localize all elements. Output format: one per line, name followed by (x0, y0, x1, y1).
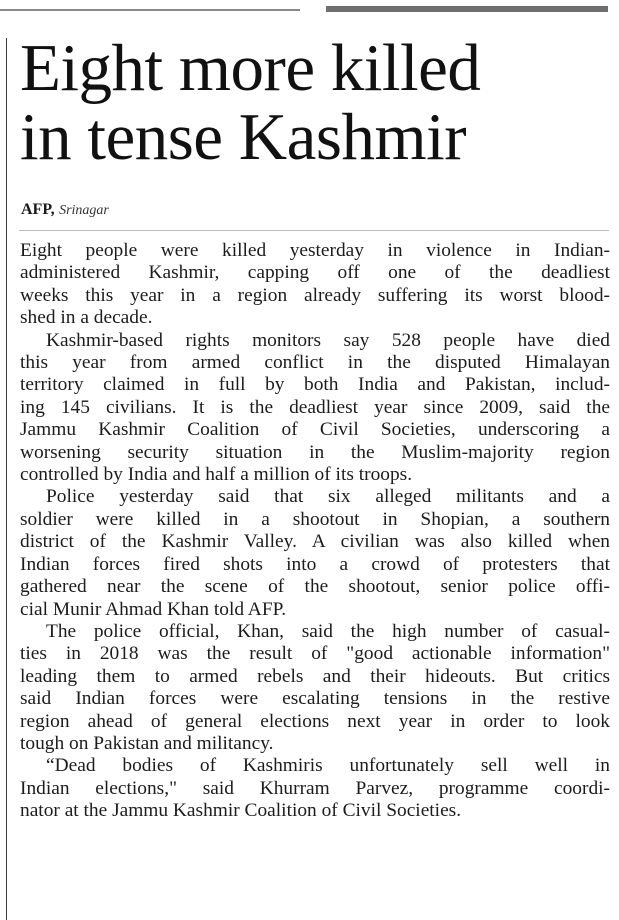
paragraph-line: administered Kashmir, capping off one of the deadliest (20, 262, 610, 284)
article-paragraph (20, 621, 610, 755)
paragraph-line: Indian elections," said Khurram Parvez, programme coordi- (20, 777, 610, 799)
paragraph-line: nator at the Jammu Kashmir Coalition of Civil Societies. (20, 800, 462, 822)
paragraph-line: Jammu Kashmir Coalition of Civil Societies, underscoring a (20, 419, 610, 441)
paragraph-line: territory claimed in full by both India and Pakistan, includ- (20, 374, 610, 396)
article-paragraph (20, 330, 610, 487)
headline-line: Eight more killed (20, 31, 481, 105)
paragraph-line: soldier were killed in a shootout in Shopian, a southern (20, 508, 610, 530)
paragraph-line: Eight people were killed yesterday in violence in Indian- (20, 240, 610, 261)
column-rule (6, 38, 7, 920)
paragraph-line: said Indian forces were escalating tensions in the restive (20, 688, 610, 710)
paragraph-line: region ahead of general elections next year in order to look (20, 710, 610, 732)
paragraph-line: Police yesterday said that six alleged militants and a (46, 486, 610, 508)
paragraph-line: leading them to armed rebels and their hideouts. But critics (20, 665, 610, 687)
paragraph-line: gathered near the scene of the shootout, senior police offi- (20, 576, 610, 598)
byline-divider (19, 230, 609, 231)
paragraph-line: ties in 2018 was the result of "good actionable information" (20, 643, 610, 665)
top-rule-right (326, 6, 608, 12)
paragraph-line: this year from armed conflict in the disputed Himalayan (20, 352, 610, 374)
paragraph-line: tough on Pakistan and militancy. (20, 732, 274, 754)
paragraph-line: shed in a decade. (20, 307, 153, 329)
article-body (20, 240, 610, 823)
article-paragraph (20, 486, 610, 620)
headline (20, 31, 610, 174)
article-paragraph (20, 755, 610, 822)
paragraph-line: The police official, Khan, said the high number of casual- (46, 620, 610, 642)
paragraph-line: district of the Kashmir Valley. A civilian was also killed when (20, 531, 610, 553)
paragraph-line: controlled by India and half a million of its troops. (20, 464, 413, 486)
paragraph-line: worsening security situation in the Muslim-majority region (20, 441, 610, 463)
top-rule-left (0, 9, 300, 11)
byline-agency: AFP, (21, 201, 55, 218)
paragraph-line: “Dead bodies of Kashmiris unfortunately sell well in (46, 755, 610, 777)
byline-location: Srinagar (59, 203, 109, 218)
paragraph-line: weeks this year in a region already suffering its worst blood- (20, 284, 610, 306)
byline (21, 201, 109, 220)
paragraph-line: cial Munir Ahmad Khan told AFP. (20, 598, 287, 620)
headline-line: in tense Kashmir (20, 100, 467, 174)
paragraph-line: Kashmir-based rights monitors say 528 people have died (46, 329, 610, 351)
article-paragraph (20, 240, 610, 330)
paragraph-line: ing 145 civilians. It is the deadliest year since 2009, said the (20, 396, 610, 418)
paragraph-line: Indian forces fired shots into a crowd of protesters that (20, 553, 610, 575)
